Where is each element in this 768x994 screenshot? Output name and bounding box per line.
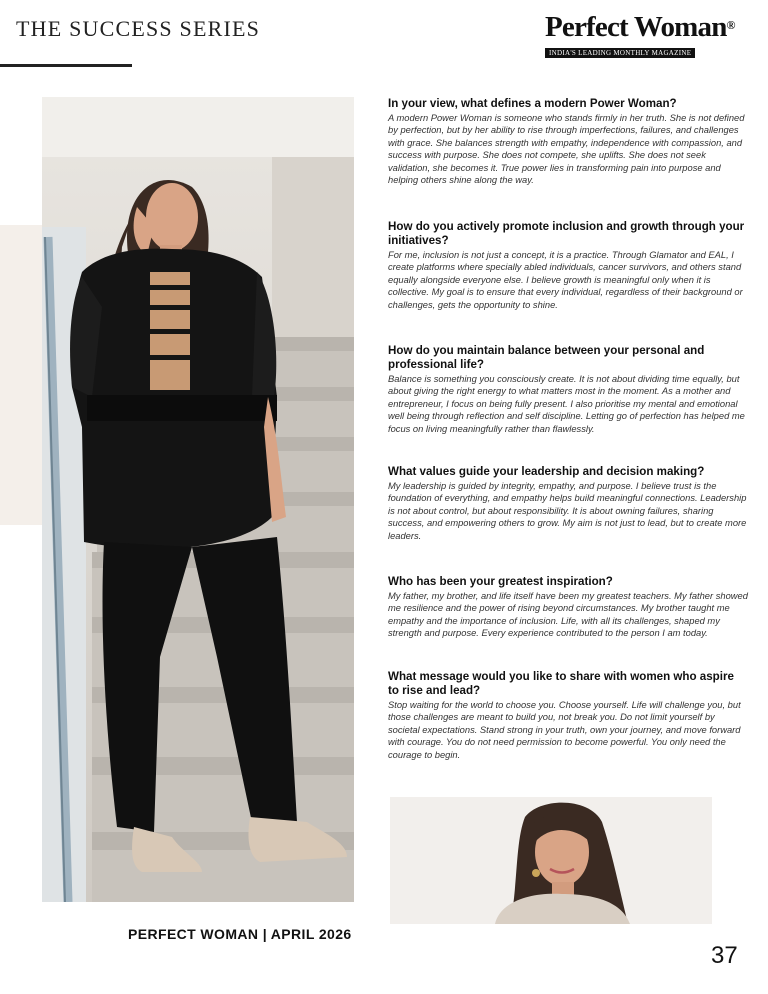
qa-block-5 xyxy=(388,575,748,640)
brand-tagline: INDIA'S LEADING MONTHLY MAGAZINE xyxy=(545,48,695,58)
issue-footer: PERFECT WOMAN | APRIL 2026 xyxy=(128,926,352,942)
registered-mark: ® xyxy=(726,18,735,32)
answer-text: A modern Power Woman is someone who stands firmly in her truth. She is not defined by perfection, but by her ability to rise through imperfections, failures, and challenges with grace. She balances strength with empathy, independence with compassion, and success with purpose. She does not compete, she uplifts. She does not seek validation, she becomes it. True power lies in transforming pain into purpose and helping others shine along the way. xyxy=(388,113,745,186)
brand-name xyxy=(545,12,755,42)
question-heading: What message would you like to share with women who aspire to rise and lead? xyxy=(388,670,734,697)
answer-text: Stop waiting for the world to choose you. Choose yourself. Life will challenge you, but those challenges are meant to build you, not break you. Do not limit yourself by societal expectations. Stand strong in your truth, own your journey, and move forward with courage. You do not need permission to become powerful. You only need the courage to begin. xyxy=(388,700,741,760)
header-rule xyxy=(0,64,132,67)
question-heading: How do you actively promote inclusion and growth through your initiatives? xyxy=(388,220,745,247)
brand-name-text: Perfect Woman xyxy=(545,11,727,43)
answer-text: Balance is something you consciously create. It is not about dividing time equally, but about giving the right energy to what matters most in the moment. As a mother and entrepreneur, I focus on being fully present. I also prioritise my mental and emotional well being through reflection and self discipline. Letting go of perfection has helped me focus on living meaningfully rather than flawlessly. xyxy=(388,374,745,434)
answer-text: My leadership is guided by integrity, empathy, and purpose. I believe trust is the foundation of everything, and empathy helps build meaningful connections. Leadership is not about control, but about responsibility. It is about owning failures, sharing success, and empowering others to grow. My aim is not just to lead, but to create more leaders. xyxy=(388,481,747,541)
page-number: 37 xyxy=(711,942,738,969)
qa-block-2 xyxy=(388,220,748,311)
series-title: THE SUCCESS SERIES xyxy=(16,16,261,41)
question-heading: How do you maintain balance between your personal and professional life? xyxy=(388,344,705,371)
qa-block-3 xyxy=(388,344,748,435)
qa-block-1 xyxy=(388,97,748,186)
question-heading: What values guide your leadership and decision making? xyxy=(388,465,705,478)
brand-logo xyxy=(545,12,755,60)
qa-block-6 xyxy=(388,670,748,761)
answer-text: My father, my brother, and life itself have been my greatest teachers. My father showed me resilience and the power of rising beyond circumstances. My brother taught me empathy and the importance of inclusion. Life, with all its challenges, shaped my strength and purpose. Every experience contributed to the person I am today. xyxy=(388,591,748,639)
portrait-photo xyxy=(42,97,354,902)
answer-text: For me, inclusion is not just a concept, it is a practice. Through Glamator and EAL, I create platforms where specially abled individuals, cancer survivors, and others stand equally alongside everyone else. I believe growth is meaningful only when it is collective. My goal is to ensure that every individual, regardless of their background or challenges, gets the opportunity to shine. xyxy=(388,250,743,310)
decorative-band xyxy=(0,225,44,525)
qa-block-4 xyxy=(388,465,748,542)
question-heading: In your view, what defines a modern Power Woman? xyxy=(388,97,677,110)
question-heading: Who has been your greatest inspiration? xyxy=(388,575,613,588)
headshot-photo xyxy=(390,797,712,924)
